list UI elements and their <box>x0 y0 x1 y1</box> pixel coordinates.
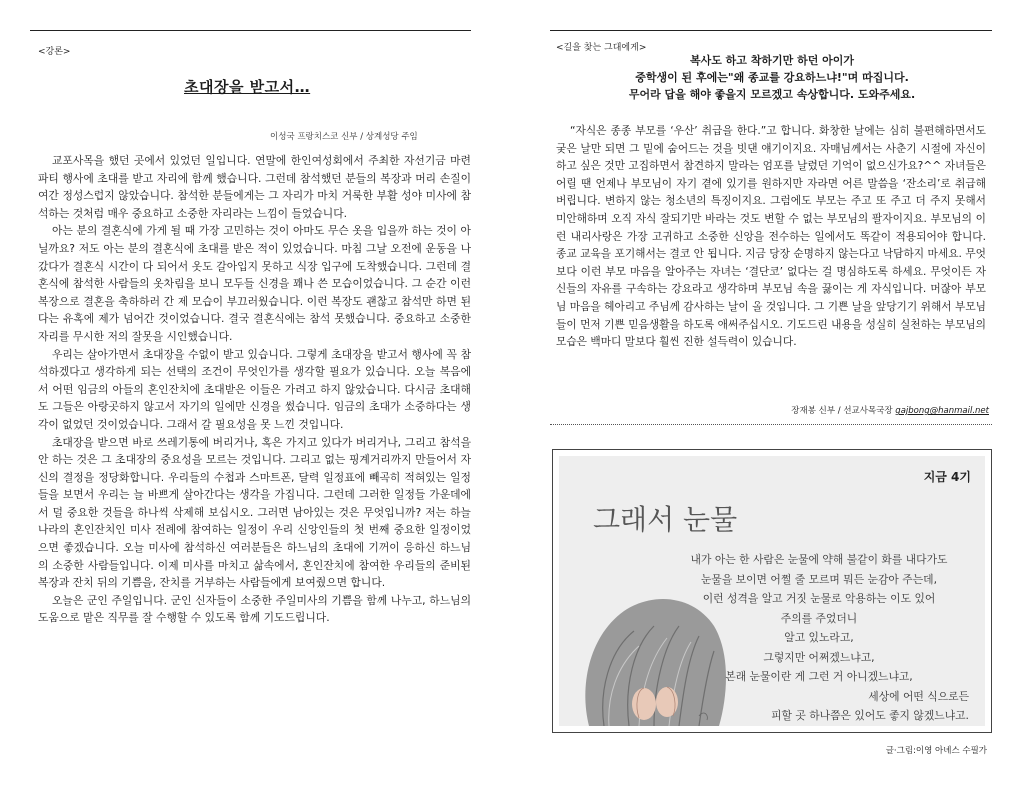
poem-line: 내가 아는 한 사람은 눈물에 약해 불같이 화를 내다가도 <box>690 553 948 566</box>
email-link[interactable]: gajbong@hanmail.net <box>895 406 989 416</box>
section-label: <강론> <box>38 47 71 57</box>
article-body <box>38 152 471 627</box>
answer-body <box>556 122 986 351</box>
essay-panel <box>559 456 985 726</box>
illustration-credit: 글·그림:이영 아녜스 수필가 <box>885 746 987 756</box>
paragraph: 초대장을 받으면 바로 쓰레기통에 버리거나, 혹은 가지고 있다가 버리거나, 그리고 참석을 안 하는 것은 그 초대장의 중요성을 모르는 것입니다. 그리고 없는 핑계거리까지 만들어서 자신의 결정을 정당화합니다. 우리들의 수첩과 스마트폰, 달력 일정표에 빼곡히 적혀있는 일정들을 보면서 우리는 늘 바쁘게 살아간다는 생각을 가집니다. 그런데 그러한 일정들 가운데에서 덜 중요한 것들을 하나씩 삭제해 보십시오. 그러면 남아있는 것은 무엇입니까? 저는 하늘나라의 혼인잔치인 미사 전례에 참여하는 일정이 우리 신앙인들의 첫 번째 중요한 일정이었으면 좋겠습니다. 오늘 미사에 참석하신 여러분들은 하느님의 초대에 기꺼이 응하신 하느님의 소중한 사람들입니다. 이제 미사를 마치고 삶속에서, 혼인잔치에 참여한 우리들의 준비된 복장과 잔치 뒤의 기쁨을, 잔치를 거부하는 사람들에게 보여줬으면 합니다. <box>38 435 471 590</box>
poem-line: 본래 눈물이란 게 그런 거 아니겠느냐고, <box>725 670 913 683</box>
article-byline: 이성국 프랑치스코 신부 / 상계성당 주임 <box>270 132 418 142</box>
section-label: <길을 찾는 그대에게> <box>556 43 647 53</box>
signature-name: 장재봉 신부 / 선교사목국장 <box>791 406 893 416</box>
poem-line: 세상에 어떤 식으로든 <box>868 689 969 703</box>
poem-line: 눈물을 보이면 어쩔 줄 모르며 뭐든 눈감아 주는데, <box>700 572 938 586</box>
top-rule <box>550 30 992 31</box>
paragraph: 오늘은 군인 주일입니다. 군인 신자들이 소중한 주일미사의 기쁨을 함께 나누고, 하느님의 도움으로 맡은 직무를 잘 수행할 수 있도록 함께 기도드립니다. <box>38 593 471 625</box>
left-page <box>0 0 511 791</box>
signature <box>791 404 989 416</box>
headline-line: 무어라 답을 해야 좋을지 모르겠고 속상합니다. 도와주세요. <box>628 88 916 101</box>
paragraph: “자식은 종종 부모를 ‘우산’ 취급을 한다.”고 합니다. 화창한 날에는 심히 불편해하면서도 궂은 날만 되면 그 밑에 숨어드는 것을 빗댄 얘기이지요. 자매님께서는 사춘기 시절에 자신이 하고 싶은 것만 고집하면서 참견하지 말라는 엄포를 날렸던 기억이 없으신가요?^^ 자녀들은 어릴 땐 언제나 부모님이 자기 곁에 있기를 원하지만 자라면 어른 말씀을 ‘잔소리’로 취급해 버립니다. 변하지 않는 청소년의 특징이지요. 그럼에도 부모는 주고 또 주고 더 주지 못해서 미안해하며 오직 자식 잘되기만 바라는 것도 변할 수 없는 부모님의 팔자이지요. 부모님의 이런 내리사랑은 가장 고귀하고 소중한 신앙을 전수하는 일에서도 똑같이 적용되어야 합니다. 종교 교육을 포기해서는 결코 안 됩니다. 지금 당장 순명하지 않는다고 낙담하지 마세요. 무엇보다 이런 부모 마음을 알아주는 자녀는 ‘결단코’ 없다는 걸 명심하도록 하세요. 무엇이든 자신들의 자유를 구속하는 강요라고 생각하며 부모님 속을 끓이는 게 자식입니다. 머잖아 부모님 마음을 헤아리고 주님께 감사하는 날이 올 것입니다. 그 기쁜 날을 앞당기기 위해서 부모님들이 먼저 기쁜 믿음생활을 하도록 애써주십시오. 기도드린 내용을 성실히 실천하는 부모님의 모습은 백마디 말보다 훨씬 진한 설득력이 있습니다. <box>556 124 986 349</box>
paragraph: 교포사목을 했던 곳에서 있었던 일입니다. 연말에 한인여성회에서 주최한 자선기금 마련 파티 행사에 초대를 받고 자리에 함께 했습니다. 그런데 참석했던 분들의 복장과 머리 손질이 여간 정성스럽지 않았습니다. 참석한 분들에게는 그 자리가 마치 거룩한 부활 성야 미사에 참석하는 것처럼 매우 중요하고 소중한 자리라는 느낌이 들었습니다. <box>38 154 471 220</box>
paragraph: 아는 분의 결혼식에 가게 될 때 가장 고민하는 것이 아마도 무슨 옷을 입을까 하는 것이 아닐까요? 저도 아는 분의 결혼식에 초대를 받은 적이 있었습니다. 마침 그날 오전에 운동을 나갔다가 결혼식 시간이 다 되어서 옷도 갈아입지 못하고 식장 입구에 도착했습니다. 그런데 결혼식에 참석한 사람들의 옷차림을 보니 모두들 신경을 꽤나 쓴 모습이었습니다. 그 순간 이런 복장으로 결혼을 축하하러 간 제 모습이 부끄러웠습니다. 이런 복장도 괜찮고 참석만 하면 된다는 유혹에 제가 넘어간 것이었습니다. 결국 결혼식에는 참석 못했습니다. 중요하고 소중한 자리를 무시한 저의 잘못을 시인했습니다. <box>38 224 471 343</box>
question-headline <box>572 52 972 103</box>
essay-poem <box>669 550 969 726</box>
poem-line: 주의를 주었더니 <box>780 611 858 625</box>
poem-line: 피할 곳 하나쯤은 있어도 좋지 않겠느냐고. <box>771 709 969 722</box>
paragraph: 우리는 살아가면서 초대장을 수없이 받고 있습니다. 그렇게 초대장을 받고서 행사에 꼭 참석하겠다고 생각하게 되는 선택의 조건이 무엇인가를 생각할 필요가 있습니다. 오늘 복음에서 어떤 임금의 아들의 혼인잔치에 초대받은 이들은 가려고 하지 않았습니다. 다시금 초대해도 그들은 아랑곳하지 않고서 자기의 일에만 신경을 썼습니다. 임금의 초대가 소중하다는 생각이 없었던 것이었습니다. 그래서 갈 필요성을 못 느낀 것입니다. <box>38 347 471 431</box>
headline-line: 중학생이 된 후에는"왜 종교를 강요하느냐!"며 따집니다. <box>635 71 909 84</box>
essay-title: 그래서 눈물 <box>593 503 738 536</box>
article-title: 초대장을 받고서… <box>184 78 311 96</box>
poem-line: 그렇지만 어쩌겠느냐고, <box>763 650 875 664</box>
essay-tag: 지금 4기 <box>923 470 971 484</box>
poem-line: 알고 있노라고, <box>784 631 854 644</box>
headline-line: 복사도 하고 착하기만 하던 아이가 <box>689 54 855 67</box>
essay-box <box>552 449 992 733</box>
divider <box>550 424 992 425</box>
top-rule <box>30 30 471 31</box>
poem-line: 이런 성격을 알고 거짓 눈물로 악용하는 이도 있어 <box>702 592 936 605</box>
right-page <box>512 0 1023 791</box>
